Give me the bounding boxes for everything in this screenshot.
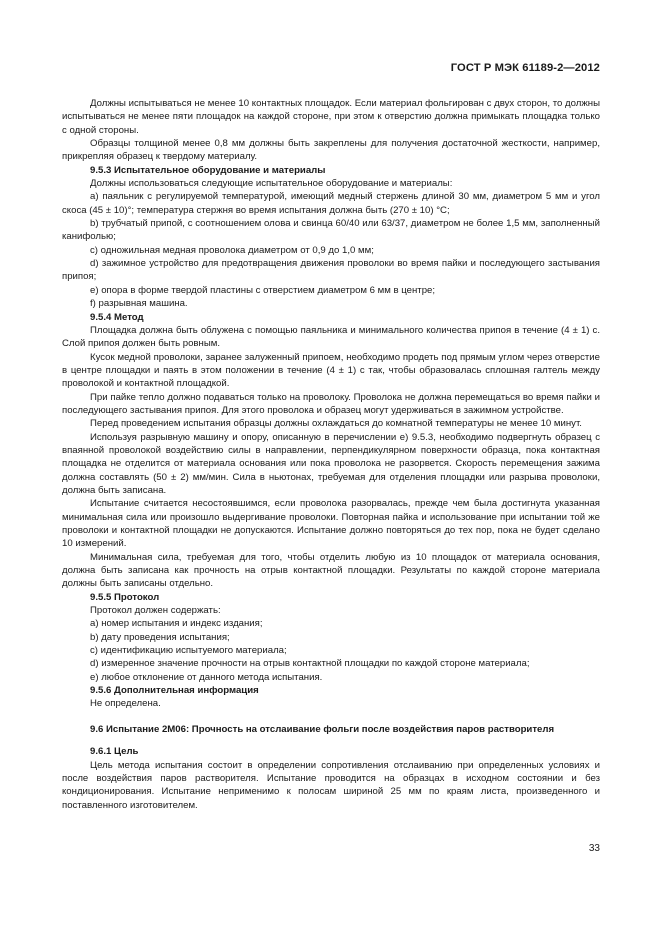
paragraph: Цель метода испытания состоит в определении сопротивления отслаиванию при определенных условиях и после воздействия паров растворителя. Испытание проводится на образцах в исходном состоянии и без кондиционирования. Испытание неприменимо к полосам шириной 25 мм по краям листа, произведенного и поставленного изготовителем. [62,759,600,811]
paragraph: Протокол должен содержать: [90,605,221,617]
section-heading-9-6-1: 9.6.1 Цель [90,746,139,758]
list-item: d) измеренное значение прочности на отрыв контактной площадки по каждой стороне материала; [90,658,530,670]
list-item: а) паяльник с регулируемой температурой, имеющий медный стержень длиной 30 мм, диаметром 5 мм и угол скоса (45 ± 10)°; температура стержня во время испытания должна быть (270 ± 10) °С; [62,191,600,216]
section-heading-9-5-3: 9.5.3 Испытательное оборудование и материалы [90,164,326,176]
paragraph: Кусок медной проволоки, заранее залуженный припоем, необходимо продеть под прямым углом через отверстие в центре площадки и паять в этом положении в течение (4 ± 1) с так, чтобы образовалась сплошная галтель между проволокой и контактной площадкой. [62,351,600,390]
list-item: c) одножильная медная проволока диаметром от 0,9 до 1,0 мм; [90,244,374,256]
list-item: e) любое отклонение от данного метода испытания. [90,671,323,683]
paragraph: При пайке тепло должно подаваться только на проволоку. Проволока не должна перемещаться во время пайки и последующего застывания припоя. Для этого проволока и образец могут удерживаться в зажимном устройстве. [62,391,600,416]
paragraph: Минимальная сила, требуемая для того, чтобы отделить любую из 10 площадок от материала основания, должна быть записана как прочность на отрыв контактной площадки. Результаты по каждой стороне материала должны быть записаны отдельно. [62,551,600,590]
list-item: e) опора в форме твердой пластины с отверстием диаметром 6 мм в центре; [90,284,436,296]
page-header: ГОСТ Р МЭК 61189-2—2012 [450,62,600,74]
section-heading-9-5-6: 9.5.6 Дополнительная информация [90,685,259,697]
section-heading-9-5-5: 9.5.5 Протокол [90,591,160,603]
paragraph: Должны использоваться следующие испытательное оборудование и материалы: [90,178,453,190]
list-item: b) трубчатый припой, с соотношением олова и свинца 60/40 или 63/37, диаметром не более 1,5 мм, заполненный канифолью; [62,218,600,243]
paragraph: Перед проведением испытания образцы должны охлаждаться до комнатной температуры не менее 10 минут. [90,418,582,430]
paragraph: Испытание считается несостоявшимся, если проволока разорвалась, прежде чем была достигнута указанная минимальная сила или произошло выдергивание проволоки. Повторная пайка и использование при испытании той же проволоки и контактной площадки не допускаются. Испытание должно повторяться до тех пор, пока не будет сделано 10 измерений. [62,498,600,550]
paragraph: Должны испытываться не менее 10 контактных площадок. Если материал фольгирован с двух сторон, то должны испытываться не менее пяти площадок на каждой стороне, при этом к отверстию должна примыкать площадка только с одной стороны. [62,98,600,136]
list-item: c) идентификацию испытуемого материала; [90,645,287,657]
list-item: f) разрывная машина. [90,298,188,310]
page-content [62,97,600,812]
section-heading-9-5-4: 9.5.4 Метод [90,311,144,323]
paragraph: Используя разрывную машину и опору, описанную в перечислении е) 9.5.3, необходимо подвергнуть образец с впаянной проволокой воздействию силы в направлении, перпендикулярном поверхности образца, пока контактная площадка не отделится от материала основания или пока проволока не разорвется. Скорость перемещения зажима должна составлять (50 ± 2) мм/мин. Сила в ньютонах, требуемая для отделения площадки или разрыва проволоки, должна быть записана. [62,431,600,496]
list-item: b) дату проведения испытания; [90,631,230,643]
list-item: d) зажимное устройство для предотвращения движения проволоки во время пайки и последующего застывания припоя; [62,258,600,283]
page-number: 33 [588,843,600,854]
paragraph: Площадка должна быть облужена с помощью паяльника и минимального количества припоя в течение (4 ± 1) с. Слой припоя должен быть ровным. [62,324,600,350]
paragraph: Не определена. [90,698,161,710]
list-item: а) номер испытания и индекс издания; [90,618,263,630]
section-heading-9-6: 9.6 Испытание 2М06: Прочность на отслаивание фольги после воздействия паров растворителя [90,723,555,735]
paragraph: Образцы толщиной менее 0,8 мм должны быть закреплены для получения достаточной жесткости, например, прикрепляя образец к твердому материалу. [62,138,600,163]
